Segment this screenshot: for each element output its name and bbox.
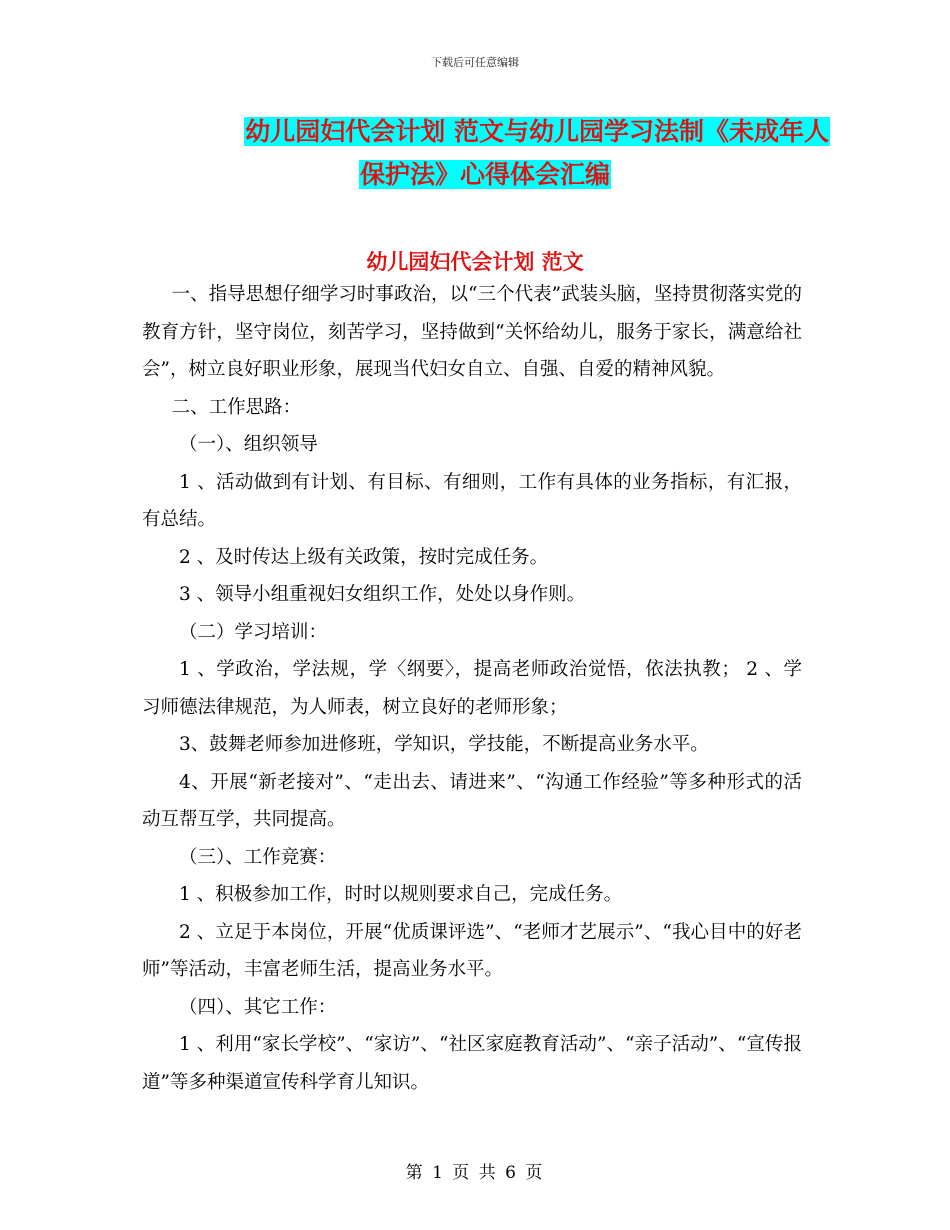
- title-line-2: 保护法》心得体会汇编: [359, 160, 610, 189]
- paragraph: 二、工作思路：: [171, 396, 302, 418]
- paragraph: （一）、组织领导: [179, 434, 318, 455]
- section-title: 幼儿园妇代会计划 范文: [366, 250, 584, 274]
- document-title: [140, 110, 830, 196]
- page-header: 下载后可任意编辑: [431, 56, 519, 69]
- paragraph: 1 、利用“家长学校”、“家访”、“社区家庭教育活动”、“亲子活动”、“宣传报道”等多种渠道宣传科学育儿知识。: [142, 1034, 802, 1093]
- paragraph: 1 、活动做到有计划、有目标、有细则，工作有具体的业务指标，有汇报，有总结。: [142, 471, 802, 530]
- title-line-1: 幼儿园妇代会计划 范文与幼儿园学习法制《未成年人: [245, 117, 829, 146]
- paragraph: 4、开展“新老接对”、“走出去、请进来”、“沟通工作经验”等多种形式的活动互帮互学，共同提高。: [142, 771, 802, 830]
- paragraph: 2 、及时传达上级有关政策，按时完成任务。: [179, 546, 549, 568]
- paragraph: 1 、学政治，学法规，学〈纲要〉，提高老师政治觉悟，依法执教； 2 、学习师德法律规范，为人师表，树立良好的老师形象；: [142, 659, 802, 718]
- paragraph: 2 、立足于本岗位，开展“优质课评选”、“老师才艺展示”、“我心目中的好老师”等活动，丰富老师生活，提高业务水平。: [142, 921, 802, 980]
- paragraph: 一、指导思想仔细学习时事政治，以“三个代表”武装头脑，坚持贯彻落实党的教育方针，坚守岗位，刻苦学习，坚持做到“关怀给幼儿，服务于家长，满意给社会”，树立良好职业形象，展现当代妇女自立、自强、自爱的精神风貌。: [142, 284, 802, 380]
- paragraph: （三）、工作竞赛：: [179, 846, 337, 868]
- paragraph: 3、鼓舞老师参加进修班，学知识，学技能，不断提高业务水平。: [179, 734, 709, 755]
- paragraph: （四）、其它工作：: [179, 996, 337, 1018]
- document-body: [142, 276, 802, 1101]
- page-footer: 第 1 页 共 6 页: [405, 1163, 545, 1183]
- paragraph: 3 、领导小组重视妇女组织工作，处处以身作则。: [179, 584, 586, 605]
- paragraph: 1 、积极参加工作，时时以规则要求自己，完成任务。: [179, 884, 623, 905]
- paragraph: （二）学习培训：: [179, 621, 328, 643]
